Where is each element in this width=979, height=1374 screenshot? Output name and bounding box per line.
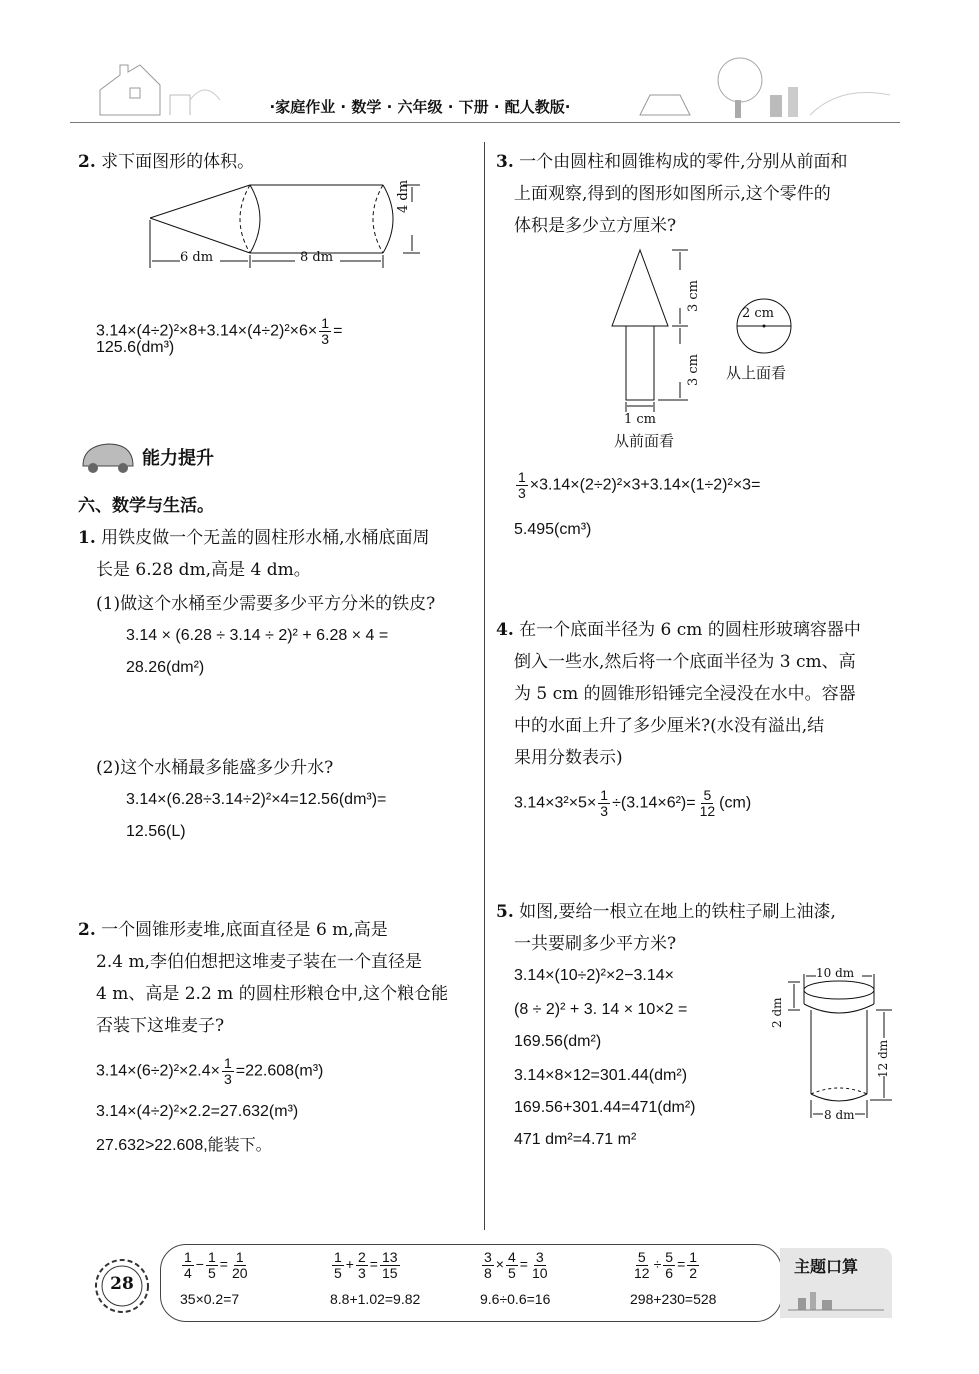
right-q4-line1: 4. 在一个底面半径为 6 cm 的圆柱形玻璃容器中 [496,620,861,640]
car-icon [78,436,138,476]
fig5-dim-pillar-diameter: 8 dm [824,1108,855,1122]
mental-math-item: 298+230=528 [630,1291,717,1307]
mental-math-row-1 [180,1248,780,1282]
right-q5-answer-3: 169.56(dm²) [514,1033,602,1050]
left-p1-sub2-answer-2: 12.56(L) [126,823,186,840]
right-q4-line2: 倒入一些水,然后将一个底面半径为 3 cm、高 [514,652,856,672]
left-q2-prompt: 2. 求下面图形的体积。 [78,152,255,172]
right-q5-answer-6: 471 dm²=4.71 m² [514,1131,637,1148]
fig3-dim-cone-height: 3 cm [686,279,701,312]
right-q4-line3: 为 5 cm 的圆锥形铅锤完全浸没在水中。容器 [514,684,856,704]
left-p1-sub2-answer-1: 3.14×(6.28÷3.14÷2)²×4=12.56(dm³)= [126,791,387,808]
left-p2-line1: 2. 一个圆锥形麦堆,底面直径是 6 m,高是 [78,920,388,940]
skyline-icon [788,1288,884,1312]
fig3-dim-width: 1 cm [624,412,657,427]
fig5-dim-top-diameter: 10 dm [816,966,855,980]
left-p1-sub1: (1)做这个水桶至少需要多少平方分米的铁皮? [96,594,436,614]
city-decoration-icon [620,55,900,120]
mental-math-tag [780,1248,892,1318]
mental-math-row-2 [180,1282,780,1316]
right-q5-answer-2: (8 ÷ 2)² + 3. 14 × 10×2 = [514,1001,688,1018]
right-q4-line4: 中的水面上升了多少厘米?(水没有溢出,结 [514,716,825,736]
left-p2-answer-1: 3.14×(6÷2)²×2.4× $\frac{1}{3}$ =22.608(m³) [96,1055,324,1087]
mental-math-item: 9.6÷0.6=16 [480,1291,551,1307]
top-view-label: 从上面看 [726,364,787,382]
left-q2-answer-1: 3.14×(4÷2)²×8+3.14×(4÷2)²×6× $\frac{1}{3}$ = [96,315,343,347]
mental-math-item: $\frac{1}{4}$ − $\frac{1}{5}$ = $\frac{1}{20}$ [184,1248,248,1281]
left-q2-answer-2: 125.6(dm³) [96,339,175,356]
header-title: ·家庭作业 · 数学 · 六年级 · 下册 · 配人教版· [269,98,571,116]
right-q5-answer-1: 3.14×(10÷2)²×2−3.14× [514,967,675,984]
left-p2-line4: 否装下这堆麦子? [96,1016,225,1036]
mental-math-item: 35×0.2=7 [180,1291,240,1307]
right-q3-line1: 3. 一个由圆柱和圆锥构成的零件,分别从前面和 [496,152,848,172]
right-q5-answer-4: 3.14×8×12=301.44(dm²) [514,1067,688,1084]
right-q3-answer-1: $\frac{1}{3}$ ×3.14×(2÷2)²×3+3.14×(1÷2)²×3= [518,469,761,501]
right-q5-line2: 一共要刷多少平方米? [514,934,677,954]
right-q3-answer-2: 5.495(cm³) [514,521,592,538]
right-q3-line2: 上面观察,得到的图形如图所示,这个零件的 [514,184,831,204]
fig5-dim-pillar-height: 12 dm [876,1039,890,1078]
left-p1-sub2: (2)这个水桶最多能盛多少升水? [96,758,334,778]
fig5-dim-top-height: 2 dm [770,997,784,1028]
left-p1-line2: 长是 6.28 dm,高是 4 dm。 [96,560,311,580]
mental-math-item: $\frac{1}{5}$ + $\frac{2}{3}$ = $\frac{13}{15}$ [334,1248,398,1281]
right-q5-answer-5: 169.56+301.44=471(dm²) [514,1099,696,1116]
section-badge: 能力提升 [142,448,214,469]
mental-math-item: 8.8+1.02=9.82 [330,1291,421,1307]
right-q5-line1: 5. 如图,要给一根立在地上的铁柱子刷上油漆, [496,902,836,922]
mental-math-tag-label: 主题口算 [794,1257,859,1276]
dim-8dm: 8 dm [300,250,334,265]
top-view-figure [734,296,794,356]
left-p2-answer-2: 3.14×(4÷2)²×2.2=27.632(m³) [96,1103,299,1120]
left-p1-sub1-answer-1: 3.14 × (6.28 ÷ 3.14 ÷ 2)² + 6.28 × 4 = [126,627,389,644]
dim-6dm: 6 dm [180,250,214,265]
left-p2-answer-3: 27.632>22.608,能装下。 [96,1137,272,1154]
front-view-figure [600,244,700,414]
section-title: 六、数学与生活。 [78,496,214,516]
left-p2-line3: 4 m、高是 2.2 m 的圆柱形粮仓中,这个粮仓能 [96,984,449,1004]
front-view-label: 从前面看 [614,432,675,450]
right-q3-line3: 体积是多少立方厘米? [514,216,677,236]
fig3-dim-cyl-height: 3 cm [686,353,701,386]
left-p2-line2: 2.4 m,李伯伯想把这堆麦子装在一个直径是 [96,952,422,972]
page-number: 28 [110,1274,134,1294]
right-q4-line5: 果用分数表示) [514,748,623,768]
header-rule [70,122,900,123]
right-q4-answer: 3.14×3²×5× $\frac{1}{3}$ ÷(3.14×6²)= $\frac{5}{12}$ (cm) [514,787,752,819]
left-p1-line1: 1. 用铁皮做一个无盖的圆柱形水桶,水桶底面周 [78,528,430,548]
fig3-dim-diameter: 2 cm [742,306,775,321]
left-p1-sub1-answer-2: 28.26(dm²) [126,659,205,676]
dim-4dm: 4 dm [396,179,411,213]
mental-math-item: $\frac{3}{8}$ × $\frac{4}{5}$ = $\frac{3}{10}$ [484,1248,548,1281]
house-decoration-icon [90,60,230,120]
column-divider [484,142,485,1230]
mental-math-grid [180,1248,780,1316]
mental-math-item: $\frac{5}{12}$ ÷ $\frac{5}{6}$ = $\frac{1}{2}$ [634,1248,698,1281]
